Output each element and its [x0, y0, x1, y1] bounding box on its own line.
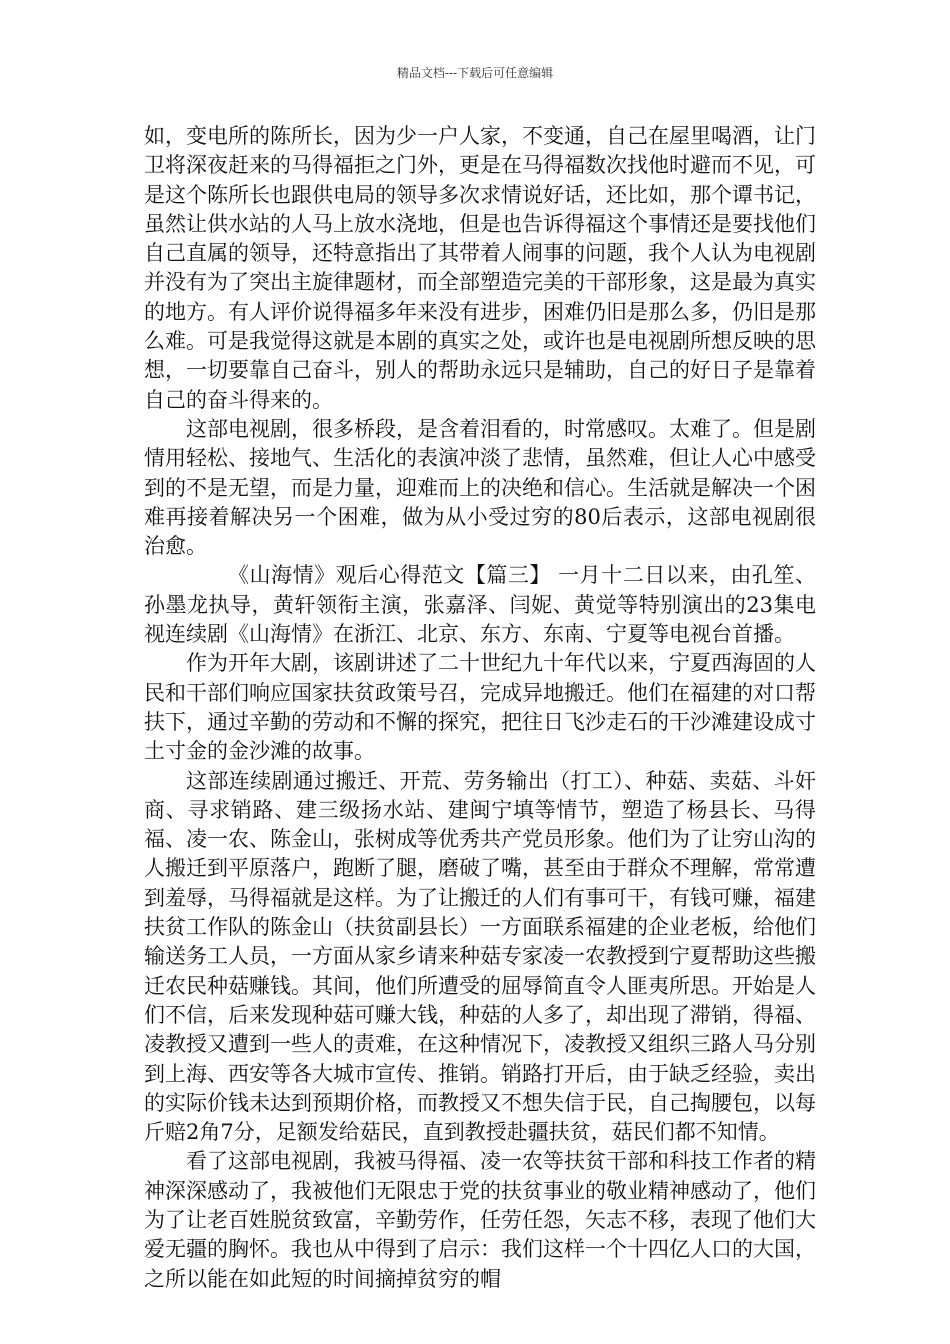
page-header: 精品文档---下载后可任意编辑	[396, 66, 554, 80]
paragraph-5: 这部连续剧通过搬迁、开荒、劳务输出（打工）、种菇、卖菇、斗奸商、寻求销路、建三级扬水站、建闽宁填等情节，塑造了杨县长、马得福、凌一农、陈金山，张树成等优秀共产党员形象。他们为了让穷山沟的人搬迁到平原落户，跑断了腿，磨破了嘴，甚至由于群众不理解，常常遭到羞辱，马得福就是这样。为了让搬迁的人们有事可干，有钱可赚，福建扶贫工作队的陈金山（扶贫副县长）一方面联系福建的企业老板，给他们输送务工人员，一方面从家乡请来种菇专家凌一农教授到宁夏帮助这些搬迁农民种菇赚钱。其间，他们所遭受的屈辱简直令人匪夷所思。开始是人们不信，后来发现种菇可赚大钱，种菇的人多了，却出现了滞销，得福、凌教授又遭到一些人的责难，在这种情况下，凌教授又组织三路人马分别到上海、西安等各大城市宣传、推销。销路打开后，由于缺乏经验，卖出的实际价钱未达到预期价格，而教授又不想失信于民，自己掏腰包，以每斤赔2角7分，足额发给菇民，直到教授赴疆扶贫，菇民们都不知情。	[144, 768, 816, 1145]
paragraph-4: 作为开年大剧，该剧讲述了二十世纪九十年代以来，宁夏西海固的人民和干部们响应国家扶贫政策号召，完成异地搬迁。他们在福建的对口帮扶下，通过辛勤的劳动和不懈的探究，把往日飞沙走石的干沙滩建设成寸土寸金的金沙滩的故事。	[144, 651, 816, 764]
paragraph-6: 看了这部电视剧，我被马得福、凌一农等扶贫干部和科技工作者的精神深深感动了，我被他们无限忠于党的扶贫事业的敬业精神感动了，他们为了让老百姓脱贫致富，辛勤劳作，任劳任怨，矢志不移，表现了他们大爱无疆的胸怀。我也从中得到了启示：我们这样一个十四亿人口的大国，之所以能在如此短的时间摘掉贫穷的帽	[144, 1149, 816, 1291]
paragraph-2: 这部电视剧，很多桥段，是含着泪看的，时常感叹。太难了。但是剧情用轻松、接地气、生活化的表演冲淡了悲情，虽然难，但让人心中感受到的不是无望，而是力量，迎难而上的决绝和信心。生活就是解决一个困难再接着解决另一个困难，做为从小受过穷的80后表示，这部电视剧很治愈。	[144, 416, 816, 559]
paragraph-1: 如，变电所的陈所长，因为少一户人家，不变通，自己在屋里喝酒，让门卫将深夜赶来的马得福拒之门外，更是在马得福数次找他时避而不见，可是这个陈所长也跟供电局的领导多次求情说好话，还比如，那个谭书记，虽然让供水站的人马上放水浇地，但是也告诉得福这个事情还是要找他们自己直属的领导，还特意指出了其带着人闹事的问题，我个人认为电视剧并没有为了突出主旋律题材，而全部塑造完美的干部形象，这是最为真实的地方。有人评价说得福多年来没有进步，困难仍旧是那么多，仍旧是那么难。可是我觉得这就是本剧的真实之处，或许也是电视剧所想反映的思想，一切要靠自己奋斗，别人的帮助永远只是辅助，自己的好日子是靠着自己的奋斗得来的。	[144, 124, 816, 412]
paragraph-3-section-heading: 《山海情》观后心得范文【篇三】 一月十二日以来，由孔笙、孙墨龙执导，黄轩领衔主演，张嘉泽、闫妮、黄觉等特别演出的23集电视连续剧《山海情》在浙江、北京、东方、东南、宁夏等电视台首播。	[144, 563, 816, 647]
document-body	[144, 122, 816, 1294]
